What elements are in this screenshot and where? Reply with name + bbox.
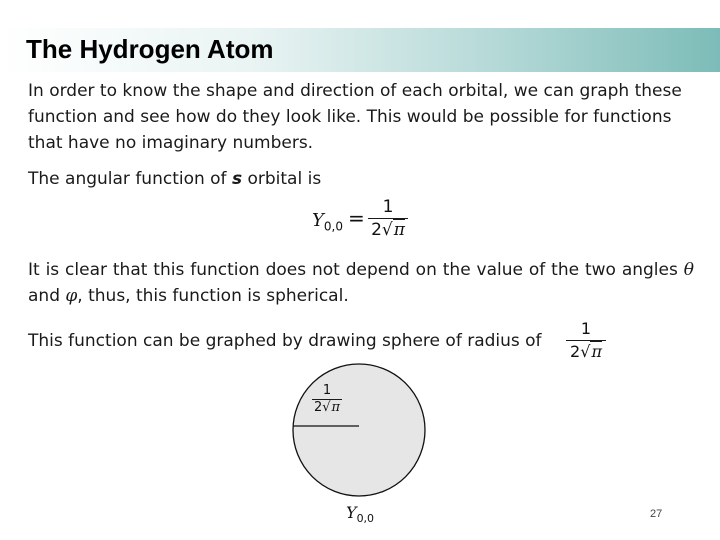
fraction-denominator: 2√π (371, 220, 405, 240)
clear-text-2: and (28, 286, 66, 306)
denominator-pi: π (393, 220, 405, 240)
radius-numerator: 1 (322, 383, 332, 398)
phi-symbol: φ (65, 286, 78, 306)
angular-suffix: orbital is (242, 169, 322, 189)
equation-subscript: 0,0 (323, 219, 343, 234)
slide-title: The Hydrogen Atom (26, 34, 274, 64)
intro-text: In order to know the shape and direction of each orbital, we can graph these function and see how do they look like. This would be possible for functions that have no imaginary numbers. (28, 81, 682, 153)
clear-text-3: , thus, this function is spherical. (77, 286, 349, 306)
radius-denominator-coef: 2 (313, 400, 323, 415)
radius-denominator-pi: π (331, 400, 341, 415)
graph-text: This function can be graphed by drawing sphere of radius of (28, 331, 542, 351)
inline-numerator: 1 (580, 319, 592, 338)
inline-denominator-coef: 2 (570, 342, 581, 361)
fraction-numerator: 1 (382, 197, 394, 217)
equals-sign: = (348, 206, 365, 230)
sphere-label (346, 503, 374, 525)
equation-symbol: Y (312, 210, 324, 231)
radius-label-fraction (312, 383, 342, 416)
page-number: 27 (650, 508, 663, 520)
clear-text-1: It is clear that this function does not depend on the value of the two angles (28, 260, 684, 280)
sphere-label-symbol: Y (346, 503, 357, 522)
theta-symbol: θ (683, 260, 694, 280)
inline-denominator: 2√π (570, 342, 602, 361)
radius-denominator: 2√π (313, 400, 341, 415)
sphere-label-subscript: 0,0 (356, 512, 375, 526)
inline-denominator-pi: π (591, 342, 602, 361)
angular-prefix: The angular function of (28, 169, 232, 189)
denominator-coef: 2 (371, 220, 382, 240)
s-orbital-symbol: s (231, 169, 243, 189)
